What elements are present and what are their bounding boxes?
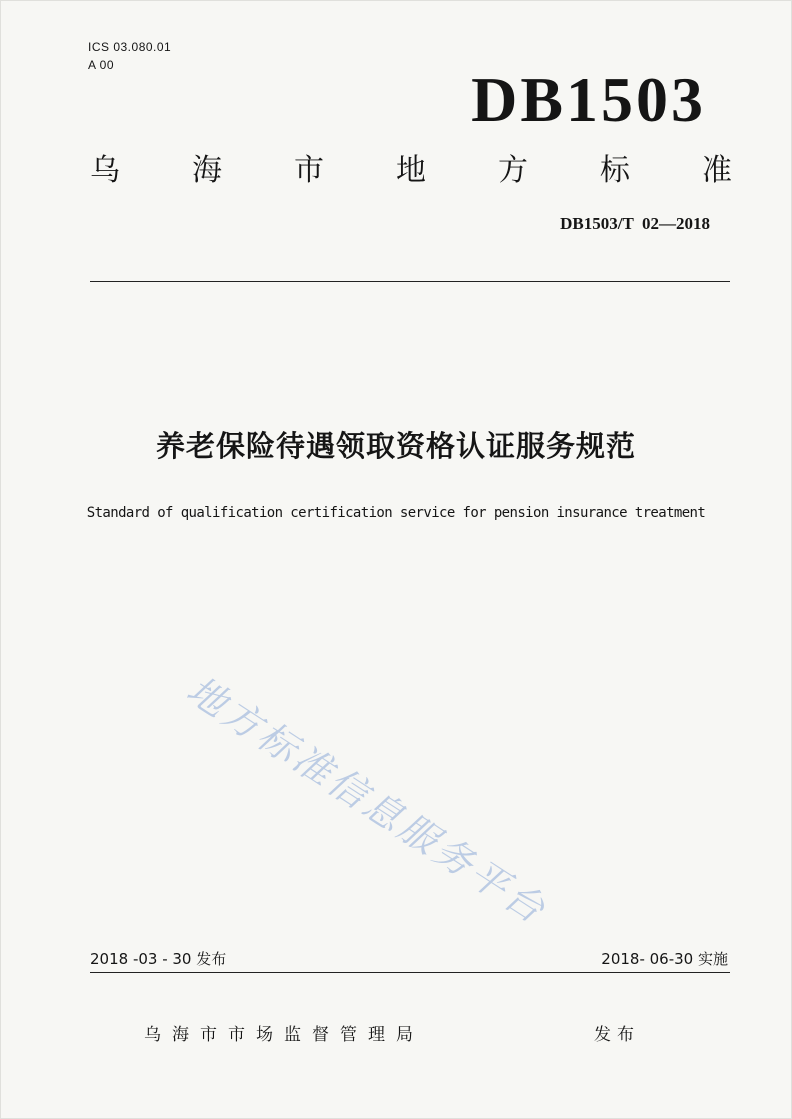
standard-code-logo: DB1503 (471, 64, 706, 135)
ccs-code: A 00 (88, 58, 115, 72)
issue-date: 2018 -03 - 30 发布 (90, 950, 227, 968)
document-title-chinese: 养老保险待遇领取资格认证服务规范 (155, 429, 636, 463)
ics-code: ICS 03.080.01 (88, 40, 172, 54)
standard-type-heading (90, 150, 732, 192)
issuing-authority: 乌海市市场监督管理局 (144, 1025, 424, 1045)
standard-type-char: 海 (192, 153, 222, 188)
standard-number: DB1503/T 02—2018 (560, 214, 710, 233)
header-divider (90, 281, 730, 282)
footer-divider (90, 972, 730, 973)
implementation-date: 2018- 06-30 实施 (601, 950, 728, 968)
standard-type-char: 标 (600, 153, 630, 188)
standard-type-char: 方 (498, 153, 528, 188)
issue-label: 发布 (594, 1025, 640, 1045)
standard-type-char: 准 (702, 153, 732, 188)
classification-codes (88, 38, 171, 74)
standard-type-char: 乌 (90, 153, 120, 188)
watermark: 地方标准信息服务平台 (179, 667, 556, 934)
document-title-english: Standard of qualification certification service for pension insurance treatment (86, 505, 706, 521)
standard-type-char: 地 (396, 153, 426, 188)
standard-type-char: 市 (294, 153, 324, 188)
